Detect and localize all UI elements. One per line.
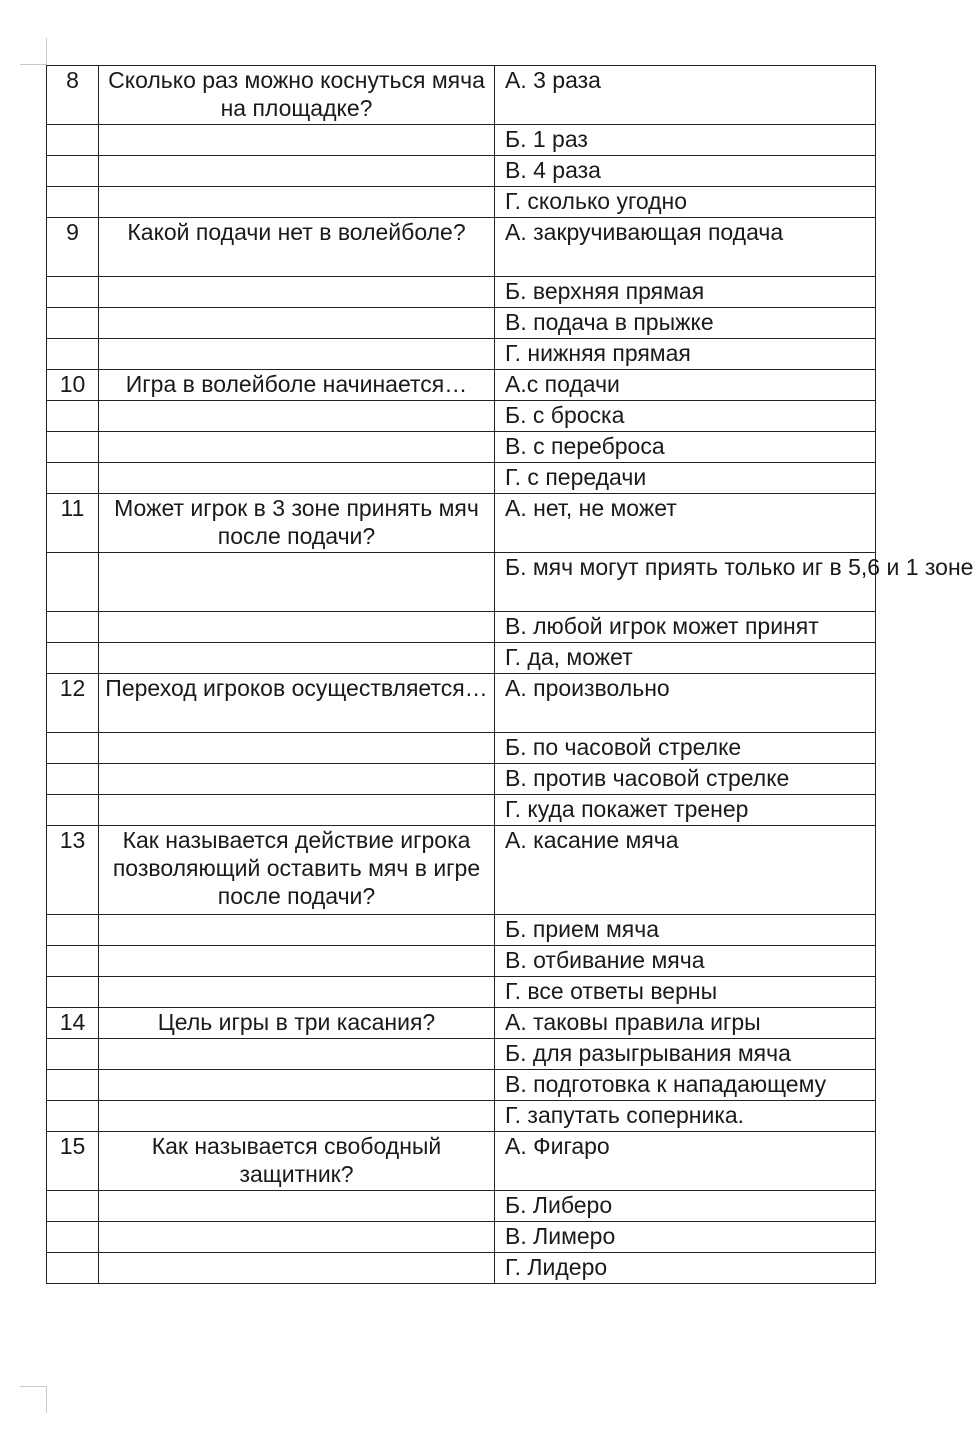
question-number: 13 xyxy=(47,826,99,915)
answer-option: Г. сколько угодно xyxy=(495,187,876,218)
empty-cell xyxy=(47,1253,99,1284)
empty-cell xyxy=(47,1222,99,1253)
answer-row xyxy=(47,125,876,156)
answer-option: Б. с броска xyxy=(495,401,876,432)
empty-cell xyxy=(99,1222,495,1253)
crop-mark-top-vertical xyxy=(46,38,47,65)
answer-row xyxy=(47,1070,876,1101)
crop-mark-top-horizontal xyxy=(20,64,46,65)
empty-cell xyxy=(99,1070,495,1101)
empty-cell xyxy=(47,1101,99,1132)
answer-option: Б. по часовой стрелке xyxy=(495,733,876,764)
empty-cell xyxy=(99,432,495,463)
question-text: Какой подачи нет в волейболе? xyxy=(99,218,495,277)
empty-cell xyxy=(47,339,99,370)
answer-row xyxy=(47,308,876,339)
answer-row xyxy=(47,1253,876,1284)
empty-cell xyxy=(99,612,495,643)
answer-option: Б. прием мяча xyxy=(495,915,876,946)
answer-row xyxy=(47,277,876,308)
empty-cell xyxy=(99,339,495,370)
question-row xyxy=(47,370,876,401)
question-text: Может игрок в 3 зоне принять мяч после подачи? xyxy=(99,494,495,553)
empty-cell xyxy=(47,553,99,612)
empty-cell xyxy=(99,553,495,612)
empty-cell xyxy=(99,401,495,432)
crop-mark-bottom-horizontal xyxy=(20,1386,46,1387)
answer-row xyxy=(47,187,876,218)
empty-cell xyxy=(99,733,495,764)
empty-cell xyxy=(47,764,99,795)
empty-cell xyxy=(99,764,495,795)
answer-row xyxy=(47,795,876,826)
empty-cell xyxy=(99,1039,495,1070)
answer-option: А. нет, не может xyxy=(495,494,876,553)
question-text: Переход игроков осуществляется… xyxy=(99,674,495,733)
answer-option: В. любой игрок может принят xyxy=(495,612,876,643)
answer-option: А. закручивающая подача xyxy=(495,218,876,277)
empty-cell xyxy=(47,308,99,339)
answer-option: В. с переброса xyxy=(495,432,876,463)
empty-cell xyxy=(99,643,495,674)
answer-option: Б. 1 раз xyxy=(495,125,876,156)
empty-cell xyxy=(47,156,99,187)
answer-row xyxy=(47,339,876,370)
empty-cell xyxy=(99,463,495,494)
answer-option: В. Лимеро xyxy=(495,1222,876,1253)
empty-cell xyxy=(47,125,99,156)
question-row xyxy=(47,674,876,733)
answer-option: В. 4 раза xyxy=(495,156,876,187)
empty-cell xyxy=(99,946,495,977)
empty-cell xyxy=(99,156,495,187)
question-number: 14 xyxy=(47,1008,99,1039)
question-text: Сколько раз можно коснуться мяча на площадке? xyxy=(99,66,495,125)
question-row xyxy=(47,1132,876,1191)
answer-option: Г. нижняя прямая xyxy=(495,339,876,370)
answer-row xyxy=(47,612,876,643)
empty-cell xyxy=(99,1253,495,1284)
answer-row xyxy=(47,764,876,795)
answer-option: А. таковы правила игры xyxy=(495,1008,876,1039)
answer-option: Г. Лидеро xyxy=(495,1253,876,1284)
empty-cell xyxy=(47,187,99,218)
answer-row xyxy=(47,1101,876,1132)
question-row xyxy=(47,494,876,553)
answer-option: А. произвольно xyxy=(495,674,876,733)
crop-mark-bottom-vertical xyxy=(46,1386,47,1413)
question-number: 9 xyxy=(47,218,99,277)
answer-option: А.с подачи xyxy=(495,370,876,401)
answer-row xyxy=(47,1039,876,1070)
answer-row xyxy=(47,915,876,946)
question-number: 10 xyxy=(47,370,99,401)
empty-cell xyxy=(99,795,495,826)
empty-cell xyxy=(47,612,99,643)
answer-option: Г. с передачи xyxy=(495,463,876,494)
answer-row xyxy=(47,946,876,977)
question-row xyxy=(47,218,876,277)
question-number: 11 xyxy=(47,494,99,553)
question-row xyxy=(47,1008,876,1039)
empty-cell xyxy=(47,1039,99,1070)
empty-cell xyxy=(47,795,99,826)
empty-cell xyxy=(47,463,99,494)
question-text: Игра в волейболе начинается… xyxy=(99,370,495,401)
question-number: 8 xyxy=(47,66,99,125)
answer-row xyxy=(47,1191,876,1222)
question-row xyxy=(47,826,876,915)
answer-row xyxy=(47,733,876,764)
answer-option: Б. мяч могут приять только иг в 5,6 и 1 зоне xyxy=(495,553,876,612)
empty-cell xyxy=(47,277,99,308)
answer-row xyxy=(47,977,876,1008)
empty-cell xyxy=(47,946,99,977)
empty-cell xyxy=(99,1191,495,1222)
answer-option: Б. для разыгрывания мяча xyxy=(495,1039,876,1070)
answer-option: Б. верхняя прямая xyxy=(495,277,876,308)
answer-option: Г. да, может xyxy=(495,643,876,674)
question-number: 12 xyxy=(47,674,99,733)
empty-cell xyxy=(99,277,495,308)
answer-option: В. отбивание мяча xyxy=(495,946,876,977)
empty-cell xyxy=(47,401,99,432)
answer-option: Б. Либеро xyxy=(495,1191,876,1222)
empty-cell xyxy=(47,977,99,1008)
answer-option: А. Фигаро xyxy=(495,1132,876,1191)
empty-cell xyxy=(99,125,495,156)
empty-cell xyxy=(99,308,495,339)
empty-cell xyxy=(99,187,495,218)
answer-row xyxy=(47,401,876,432)
empty-cell xyxy=(99,1101,495,1132)
answer-option: Г. все ответы верны xyxy=(495,977,876,1008)
question-number: 15 xyxy=(47,1132,99,1191)
answer-option: Г. запутать соперника. xyxy=(495,1101,876,1132)
empty-cell xyxy=(47,733,99,764)
empty-cell xyxy=(99,915,495,946)
answer-option: В. подача в прыжке xyxy=(495,308,876,339)
answer-row xyxy=(47,1222,876,1253)
answer-option: Г. куда покажет тренер xyxy=(495,795,876,826)
question-row xyxy=(47,66,876,125)
empty-cell xyxy=(47,643,99,674)
answer-row xyxy=(47,156,876,187)
answer-option: В. против часовой стрелке xyxy=(495,764,876,795)
answer-row xyxy=(47,432,876,463)
empty-cell xyxy=(47,915,99,946)
answer-option: А. 3 раза xyxy=(495,66,876,125)
answer-row xyxy=(47,553,876,612)
quiz-table xyxy=(46,65,973,1284)
answer-row xyxy=(47,643,876,674)
empty-cell xyxy=(47,432,99,463)
question-text: Как называется действие игрока позволяющий оставить мяч в игре после подачи? xyxy=(99,826,495,915)
answer-row xyxy=(47,463,876,494)
empty-cell xyxy=(47,1070,99,1101)
answer-option: А. касание мяча xyxy=(495,826,876,915)
empty-cell xyxy=(99,977,495,1008)
empty-cell xyxy=(47,1191,99,1222)
answer-option: В. подготовка к нападающему xyxy=(495,1070,876,1101)
question-text: Цель игры в три касания? xyxy=(99,1008,495,1039)
question-text: Как называется свободный защитник? xyxy=(99,1132,495,1191)
